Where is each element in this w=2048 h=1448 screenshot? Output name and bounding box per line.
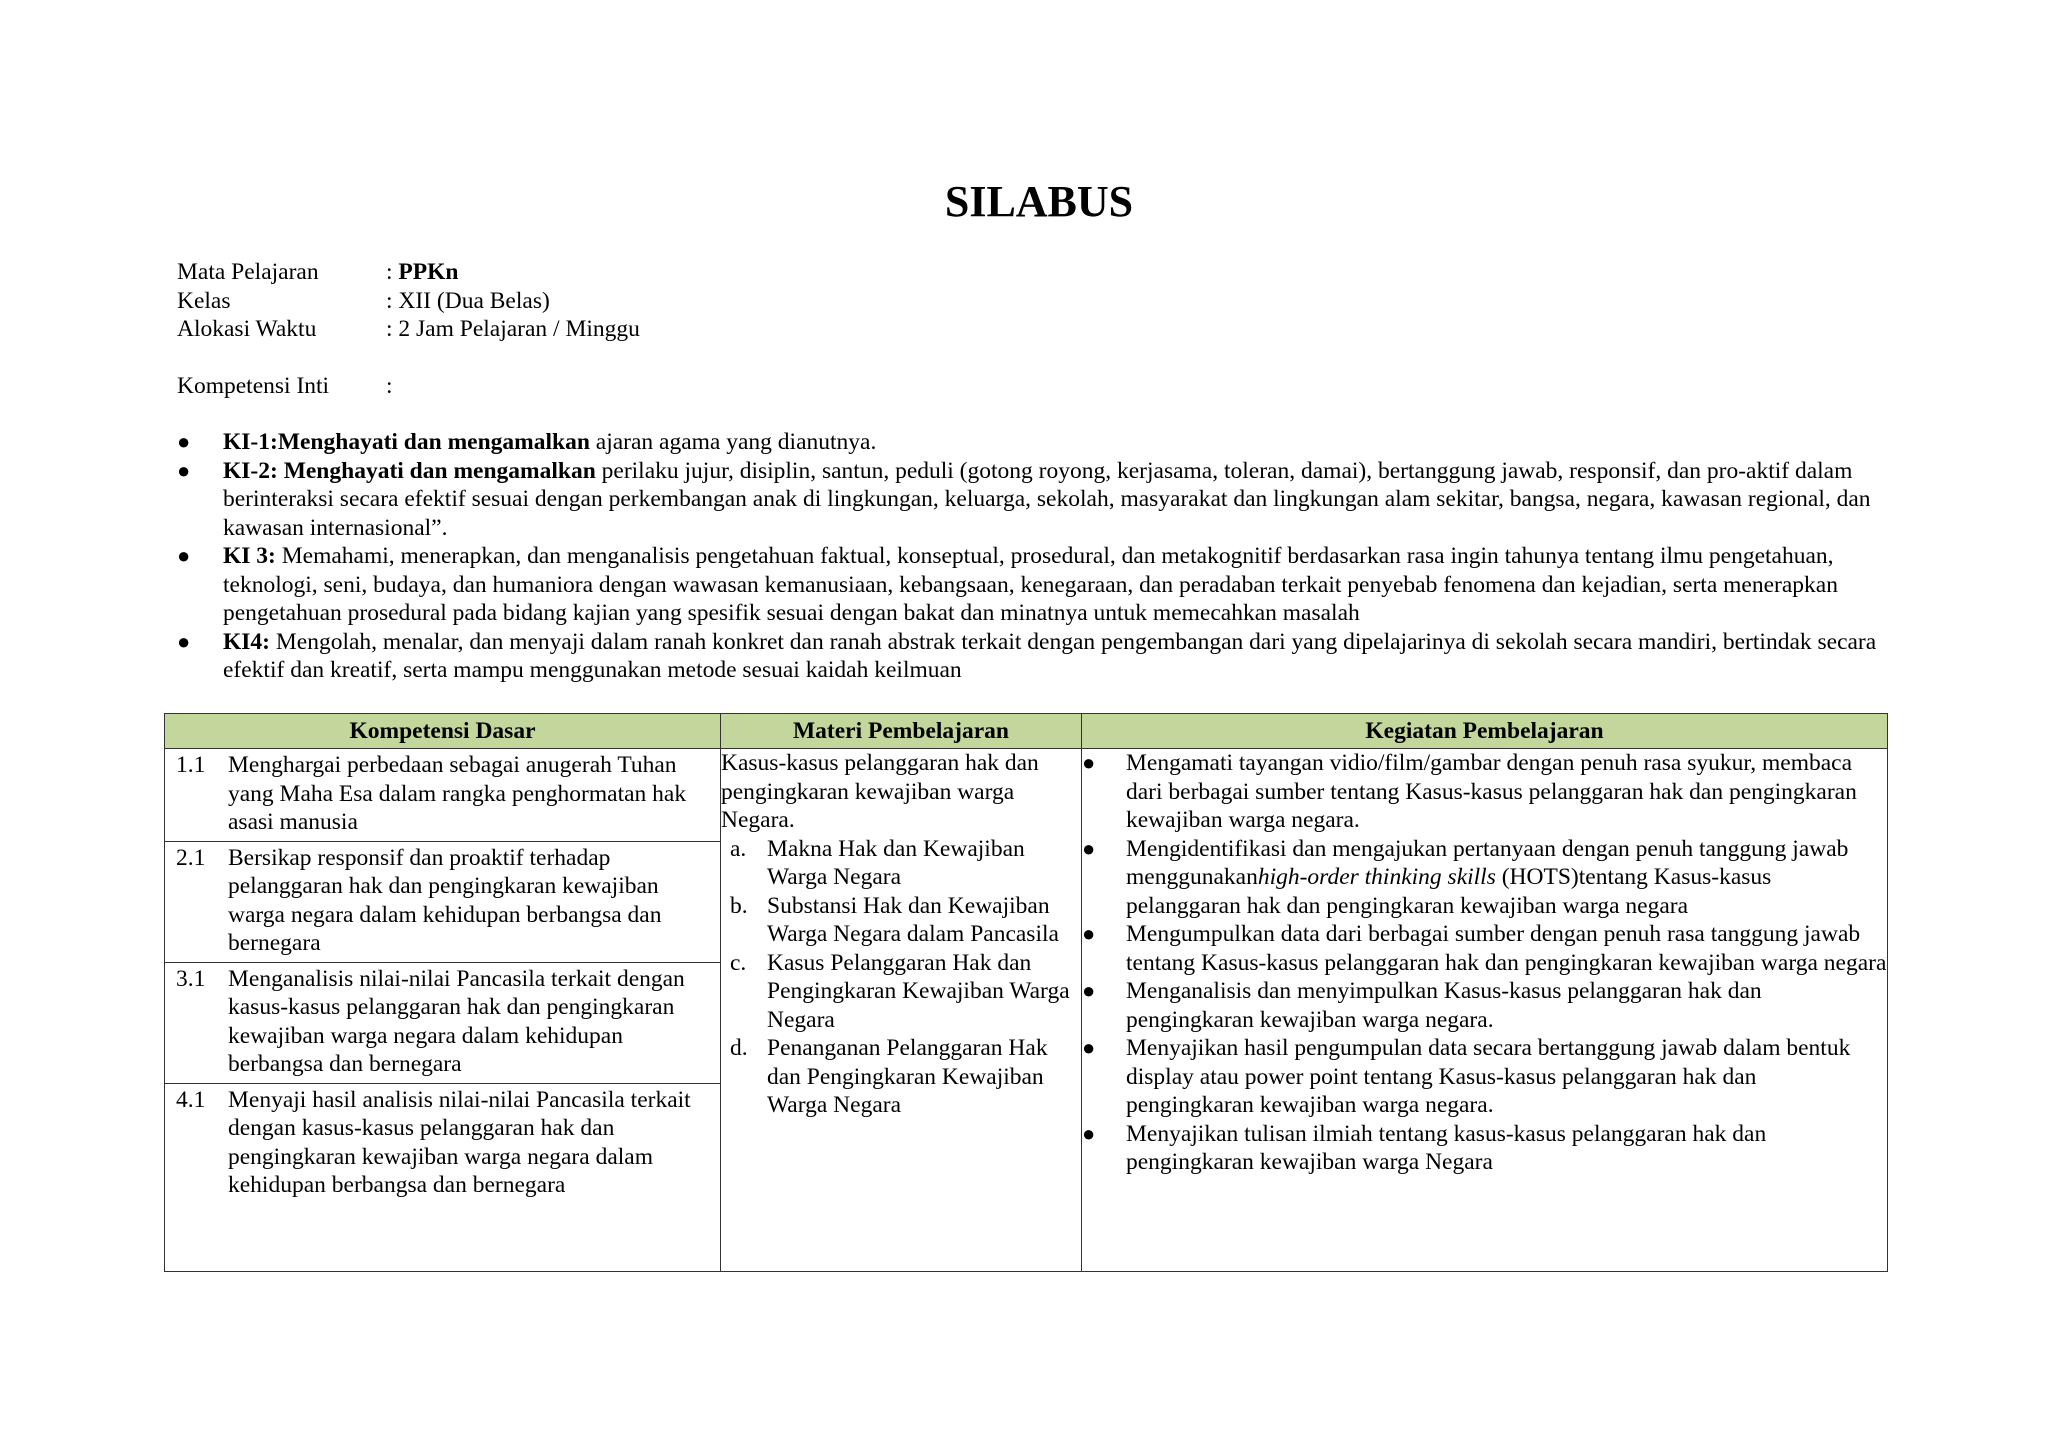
materi-cell <box>721 749 1082 1272</box>
kd-text: Menyaji hasil analisis nilai-nilai Pancasila terkait dengan kasus-kasus pelanggaran hak dan pengingkaran kewajiban warga negara dalam kehidupan berbangsa dan bernegara <box>228 1086 691 1198</box>
bullet-icon: ● <box>1082 835 1096 861</box>
ki-text: Mengolah, menalar, dan menyaji dalam ranah konkret dan ranah abstrak terkait dengan pengembangan dari yang dipelajarinya di sekolah secara mandiri, bertindak secara efektif dan kreatif, serta mampu menggunakan metode sesuai kaidah keilmuan <box>223 628 1877 683</box>
ki-text: Memahami, menerapkan, dan menganalisis pengetahuan faktual, konseptual, prosedural, dan metakognitif berdasarkan rasa ingin tahunya tentang ilmu pengetahuan, teknologi, seni, budaya, dan humaniora dengan wawasan kemanusiaan, kebangsaan, kenegaraan, dan peradaban terkait penyebab fenomena dan kejadian, serta menerapkan pengetahuan prosedural pada bidang kajian yang spesifik sesuai dengan bakat dan minatnya untuk memecahkan masalah <box>223 543 1838 626</box>
subject-row <box>177 258 640 287</box>
bullet-icon: ● <box>177 429 191 454</box>
subject-label: Mata Pelajaran <box>177 259 319 285</box>
list-item <box>1082 920 1887 977</box>
materi-letter: a. <box>730 835 747 862</box>
list-item <box>177 628 1897 685</box>
materi-letter: c. <box>730 949 747 976</box>
table-row <box>165 749 1888 1272</box>
list-item <box>721 892 1081 949</box>
materi-text: Penanganan Pelanggaran Hak dan Pengingkaran Kewajiban Warga Negara <box>767 1035 1048 1118</box>
subject-info <box>177 258 640 344</box>
kd-text: Menganalisis nilai-nilai Pancasila terkait dengan kasus-kasus pelanggaran hak dan pengingkaran kewajiban warga negara dalam kehidupan berbangsa dan bernegara <box>228 965 685 1077</box>
list-item <box>721 835 1081 892</box>
list-item <box>721 1034 1081 1120</box>
bullet-icon: ● <box>177 628 191 654</box>
header-kegiatan-pembelajaran: Kegiatan Pembelajaran <box>1082 714 1888 749</box>
bullet-icon: ● <box>1082 978 1096 1003</box>
subject-value <box>386 258 458 287</box>
bullet-icon: ● <box>1082 1120 1096 1146</box>
bullet-icon: ● <box>1082 750 1096 775</box>
ki-label: KI-1:Menghayati dan mengamalkan <box>223 429 590 455</box>
list-item <box>1082 835 1887 921</box>
list-item <box>721 949 1081 1035</box>
subject-sep: : <box>386 259 399 285</box>
kegiatan-cell <box>1082 749 1888 1272</box>
core-competency-colon: : <box>386 373 393 399</box>
list-item <box>1082 1034 1887 1120</box>
core-competency-list <box>177 428 1897 685</box>
kd-text: Menghargai perbedaan sebagai anugerah Tuhan yang Maha Esa dalam rangka penghormatan hak asasi manusia <box>228 752 687 835</box>
class-label: Kelas <box>177 287 231 314</box>
kegiatan-text: Mengumpulkan data dari berbagai sumber dengan penuh rasa tanggung jawab tentang Kasus-kasus pelanggaran hak dan pengingkaran kewajiban warga negara <box>1126 921 1887 976</box>
ki-label: KI 3: <box>223 543 276 569</box>
kd-number: 3.1 <box>176 965 206 992</box>
kegiatan-text: Menyajikan tulisan ilmiah tentang kasus-kasus pelanggaran hak dan pengingkaran kewajiban warga Negara <box>1126 1120 1767 1175</box>
kd-item <box>165 1084 720 1204</box>
ki-text: perilaku jujur, disiplin, santun, peduli (gotong royong, kerjasama, toleran, damai), bertanggung jawab, responsif, dan pro-aktif dalam berinteraksi secara efektif sesuai dengan perkembangan anak di lingkungan, keluarga, sekolah, masyarakat dan lingkungan alam sekitar, bangsa, negara, kawasan regional, dan kawasan internasional”. <box>223 457 1871 541</box>
kegiatan-text-part: Mengidentifikasi dan mengajukan pertanyaan dengan penuh tanggung jawab menggunakan <box>1126 835 1849 890</box>
ki-label: KI4: <box>223 628 270 655</box>
kd-number: 1.1 <box>176 752 206 778</box>
time-allocation-row <box>177 315 640 344</box>
list-item <box>177 457 1897 543</box>
syllabus-table <box>164 713 1888 1272</box>
table-header-row <box>165 714 1888 749</box>
class-row <box>177 287 640 316</box>
core-competency-label: Kompetensi Inti <box>177 373 330 399</box>
bullet-icon: ● <box>177 543 191 568</box>
subject-name: PPKn <box>398 259 459 285</box>
document-title: SILABUS <box>944 177 1134 226</box>
ki-label: KI-2: Menghayati dan mengamalkan <box>223 457 596 484</box>
kd-item <box>165 749 720 842</box>
bullet-icon: ● <box>1082 921 1096 946</box>
materi-letter: d. <box>730 1035 748 1061</box>
kegiatan-text-part: (HOTS)tentang Kasus-kasus pelanggaran hak dan pengingkaran kewajiban warga negara <box>1126 864 1772 919</box>
kompetensi-dasar-cell <box>165 749 721 1272</box>
list-item <box>1082 749 1887 835</box>
time-allocation-label: Alokasi Waktu <box>177 316 317 342</box>
list-item <box>1082 977 1887 1034</box>
header-materi-pembelajaran: Materi Pembelajaran <box>721 714 1082 749</box>
materi-text: Kasus Pelanggaran Hak dan Pengingkaran Kewajiban Warga Negara <box>767 949 1070 1033</box>
kegiatan-text-italic: high-order thinking skills <box>1257 864 1496 890</box>
kegiatan-text <box>1126 835 1887 921</box>
kd-item <box>165 842 720 963</box>
list-item <box>1082 1120 1887 1177</box>
materi-intro: Kasus-kasus pelanggaran hak dan pengingkaran kewajiban warga Negara. <box>721 750 1039 833</box>
kd-number: 4.1 <box>176 1086 206 1113</box>
header-kompetensi-dasar: Kompetensi Dasar <box>165 714 721 749</box>
materi-text: Substansi Hak dan Kewajiban Warga Negara dalam Pancasila <box>767 892 1059 947</box>
ki-text: ajaran agama yang dianutnya. <box>589 429 877 455</box>
core-competency-heading <box>177 372 393 401</box>
kegiatan-text: Mengamati tayangan vidio/film/gambar dengan penuh rasa syukur, membaca dari berbagai sumber tentang Kasus-kasus pelanggaran hak dan pengingkaran kewajiban warga negara. <box>1126 750 1857 833</box>
class-value: : XII (Dua Belas) <box>386 287 550 314</box>
kegiatan-text: Menyajikan hasil pengumpulan data secara bertanggung jawab dalam bentuk display atau power point tentang Kasus-kasus pelanggaran hak dan pengingkaran kewajiban warga negara. <box>1126 1035 1851 1118</box>
kegiatan-text: Menganalisis dan menyimpulkan Kasus-kasus pelanggaran hak dan pengingkaran kewajiban warga negara. <box>1126 978 1762 1033</box>
materi-text: Makna Hak dan Kewajiban Warga Negara <box>767 835 1025 890</box>
time-allocation-value: : 2 Jam Pelajaran / Minggu <box>386 316 640 342</box>
bullet-icon: ● <box>1082 1035 1096 1060</box>
materi-letter: b. <box>730 892 748 919</box>
kd-number: 2.1 <box>176 844 206 871</box>
bullet-icon: ● <box>177 457 191 483</box>
list-item <box>177 428 1897 457</box>
kd-text: Bersikap responsif dan proaktif terhadap pelanggaran hak dan pengingkaran kewajiban warga negara dalam kehidupan berbangsa dan bernegara <box>228 844 662 956</box>
list-item <box>177 542 1897 628</box>
kd-item <box>165 963 720 1084</box>
